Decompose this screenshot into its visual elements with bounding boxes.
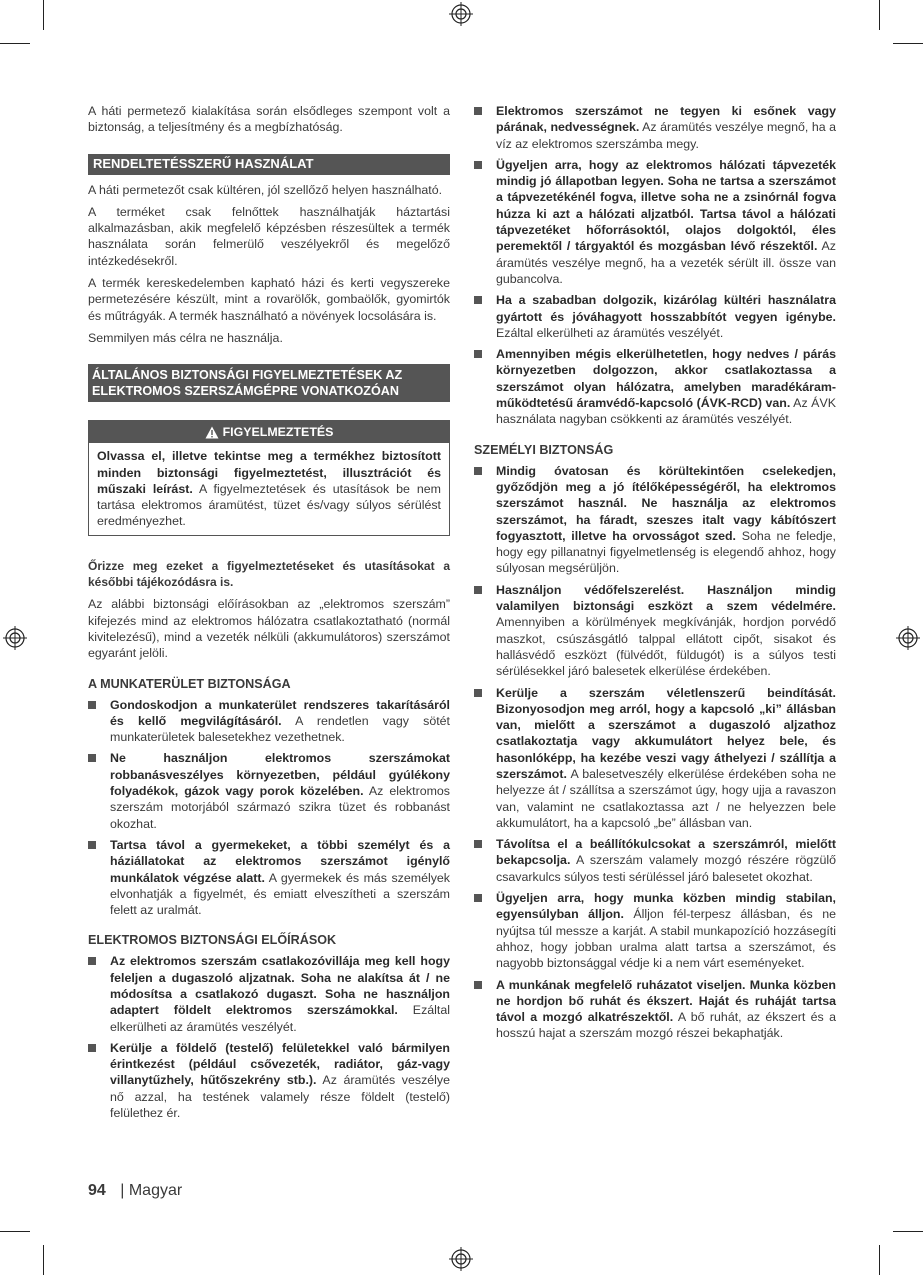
list-item	[474, 977, 836, 1042]
list-item-bold: A munkának megfelelő ruházatot viseljen. Munka közben ne hordjon bő ruhát és ékszert. Haját és ruháját tartsa távol a mozgó alkatrészektől.	[496, 977, 836, 1025]
list-item-text: A rendetlen vagy sötét munkaterületek balesetekhez vezethetnek.	[110, 713, 450, 745]
usage-paragraph: A háti permetezőt csak kültéren, jól szellőző helyen használható.	[88, 182, 443, 197]
list-item	[474, 292, 836, 341]
list-item-text: Soha ne feledje, hogy egy pillanatnyi figyelmetlenség is elegendő ahhoz, hogy súlyosan megsérüljön.	[496, 528, 837, 576]
bullet-square-icon	[474, 840, 482, 848]
list-item	[88, 953, 450, 1034]
bullet-square-icon	[474, 161, 482, 169]
bullet-square-icon	[88, 701, 96, 709]
list-item	[474, 157, 836, 287]
crop-mark	[879, 0, 880, 30]
list-item-text: Az ÁVK használata nagyban csökkenti az áramütés veszélyét.	[496, 396, 836, 427]
list-item-text: Az elektromos szerszám motorjából származó szikra tüzet és robbanást okozhat.	[110, 784, 450, 831]
list-item-text: Álljon fél-terpesz állásban, és ne nyújtsa túl messze a karját. A stabil munkapozíció hozzásegíti ahhoz, hogy jobban uralma alatt tartsa a szerszámot, és nagyobb biztonsággal védje ki a nem várt eseményeket.	[496, 907, 836, 971]
bullet-square-icon	[474, 107, 482, 115]
list-item-bold: Amennyiben mégis elkerülhetetlen, hogy nedves / párás környezetben dolgozzon, akkor csatlakoztassa a szerszámot olyan hálózatra, amelyben maradékáram-működtetésű áramvédő-kapcsoló (ÁVK-RCD) van.	[496, 347, 836, 411]
list-item-text: Az áramütés veszélye megnő, ha a vezeték sérült ill. össze van gubancolva.	[496, 239, 837, 286]
left-column	[88, 103, 450, 1126]
crop-mark	[893, 43, 923, 44]
list-item-text: A balesetveszély elkerülése érdekében soha ne helyezze át / szállítsa a szerszámot úgy, hogy ujja a ravaszon van, valamint ne csatlakoztassa azt / ne helyezzen bele akkumulátort, ha a kapcsoló „be” állásban van.	[496, 766, 836, 830]
warning-triangle-icon	[205, 426, 219, 439]
warning-title: FIGYELMEZTETÉS	[222, 425, 334, 440]
list-item-bold: Ne használjon elektromos szerszámokat robbanásveszélyes környezetben, például gyúlékony folyadékok, gázok vagy porok közelében.	[110, 751, 450, 799]
crop-mark	[893, 1231, 923, 1232]
list-item	[474, 103, 836, 152]
list-item	[474, 582, 836, 680]
usage-paragraph: Semmilyen más célra ne használja.	[88, 330, 283, 345]
list-item-bold: Mindig óvatosan és körültekintően cselekedjen, győződjön meg a jó ítélőképességéről, ha elektromos szerszámot használ. Ne használja az elektromos szerszámot, ha fáradt, szeszes italt vagy kábítószert fogyasztott, illetve ha orvosságot szed.	[496, 463, 836, 543]
list-item-bold: Elektromos szerszámot ne tegyen ki esőnek vagy párának, nedvességnek.	[496, 104, 836, 135]
subheading-electrical-safety: ELEKTROMOS BIZTONSÁGI ELŐÍRÁSOK	[88, 933, 337, 948]
intro-paragraph: A háti permetező kialakítása során elsődleges szempont volt a biztonság, a teljesítmény és a megbízhatóság.	[88, 104, 450, 135]
warning-box	[88, 420, 450, 535]
list-item	[88, 750, 450, 831]
list-item	[474, 685, 836, 832]
subheading-personal-safety: SZEMÉLYI BIZTONSÁG	[474, 442, 614, 457]
crop-mark	[0, 43, 30, 44]
page-footer	[88, 1182, 182, 1200]
subheading-work-area: A MUNKATERÜLET BIZTONSÁGA	[88, 676, 291, 691]
bullet-square-icon	[474, 350, 482, 358]
list-item	[88, 1040, 450, 1121]
crop-mark	[43, 0, 44, 30]
warning-bold-text: Olvassa el, illetve tekintse meg a termékhez biztosított minden biztonsági figyelmeztetést, illusztrációt és műszaki leírást.	[97, 449, 441, 496]
electrical-safety-list-continued	[474, 103, 836, 428]
registration-mark-icon	[449, 2, 473, 26]
list-item-bold: Tartsa távol a gyermekeket, a többi személyt és a háziállatokat az elektromos szerszámot igénylő munkálatok végzése alatt.	[110, 837, 450, 885]
bullet-square-icon	[474, 467, 482, 475]
list-item-bold: Kerülje a szerszám véletlenszerű beindítását. Bizonyosodjon meg arról, hogy a kapcsoló „ki” állásban van, mielőtt a szerszámot a dugaszoló aljzathoz csatlakoztatja vagy akkumulátort helyez bele, és hasonlóképp, ha kezébe veszi vagy áthelyezi / szállítja a szerszámot.	[496, 685, 836, 781]
crop-mark	[43, 1245, 44, 1275]
list-item-text: Az áramütés veszélye megnő, ha a víz az elektromos szerszámba megy.	[496, 120, 836, 151]
list-item-text: Az áramütés veszélye nő azzal, ha testének valamely része földelt (testelő) felülethez ér.	[110, 1073, 450, 1121]
list-item	[474, 890, 836, 971]
bullet-square-icon	[474, 981, 482, 989]
list-item-text: Ezáltal elkerülheti az áramütés veszélyét.	[496, 325, 724, 340]
list-item-text: Ezáltal elkerülheti az áramütés veszélyét.	[110, 1003, 450, 1034]
list-item	[474, 346, 836, 427]
bullet-square-icon	[88, 754, 96, 762]
list-item	[474, 463, 836, 577]
keep-instructions-note: Őrizze meg ezeket a figyelmeztetéseket és utasításokat a későbbi tájékozódásra is.	[88, 558, 450, 590]
crop-mark	[879, 1245, 880, 1275]
footer-language: | Magyar	[120, 1182, 183, 1199]
registration-mark-icon	[896, 626, 920, 650]
registration-mark-icon	[449, 1247, 473, 1271]
bullet-square-icon	[474, 689, 482, 697]
warning-header	[89, 421, 449, 443]
bullet-square-icon	[88, 957, 96, 965]
bullet-square-icon	[88, 841, 96, 849]
page-number: 94	[88, 1182, 106, 1199]
registration-mark-icon	[3, 626, 27, 650]
list-item-bold: Az elektromos szerszám csatlakozóvillája meg kell hogy feleljen a dugaszoló aljzatnak. Soha ne alakítsa át / ne módosítsa a csatlakozó dugaszt. Soha ne használjon adaptert földelt elektromos szerszámokkal.	[110, 954, 450, 1018]
electrical-safety-list	[88, 953, 450, 1121]
list-item	[88, 837, 450, 918]
list-item-text: Amennyiben a körülmények megkívánják, hordjon porvédő maszkot, csúszásgátló talppal ellátott cipőt, sisakot és hallásvédő eszközt (fülvédőt, füldugót) is a súlyos testi sérülésekkel járó balesetek elkerülése érdekében.	[496, 615, 836, 679]
personal-safety-list	[474, 463, 836, 1042]
warning-body	[89, 443, 449, 534]
list-item-bold: Ügyeljen arra, hogy az elektromos hálózati tápvezeték mindig jó állapotban legyen. Soha ne tartsa a szerszámot a tápvezetékénél fogva, illetve soha ne a zsinórnál fogva húzza ki azt a hálózati aljzatból. Tartsa távol a hálózati tápvezetéket hőforrásoktól, olajos dolgoktól, éles peremektől / tárgyaktól és mozgásban lévő részektől.	[496, 157, 836, 254]
section-heading-general-safety: ÁLTALÁNOS BIZTONSÁGI FIGYELMEZTETÉSEK AZ ELEKTROMOS SZERSZÁMGÉPRE VONATKOZÓAN	[88, 364, 450, 402]
work-area-list	[88, 697, 450, 919]
crop-mark	[0, 1231, 30, 1232]
bullet-square-icon	[474, 586, 482, 594]
term-definition-paragraph: Az alábbi biztonsági előírásokban az „elektromos szerszám” kifejezés mind az elektromos hálózatra csatlakoztatható (normál kivitelezésű), mind a vezeték nélküli (akkumulátoros) szerszámot egyaránt jelöli.	[88, 597, 450, 661]
bullet-square-icon	[88, 1044, 96, 1052]
list-item-bold: Ha a szabadban dolgozik, kizárólag kültéri használatra gyártott és jóváhagyott hosszabbítót vegyen igénybe.	[496, 293, 836, 324]
list-item-bold: Használjon védőfelszerelést. Használjon mindig valamilyen biztonsági eszközt a szem védelmére.	[496, 582, 836, 614]
section-heading-intended-use: RENDELTETÉSSZERŰ HASZNÁLAT	[88, 154, 450, 175]
list-item-text: A gyermekek és más személyek elvonhatják a figyelmét, és emiatt elveszítheti a szerszám felett az uralmát.	[110, 870, 450, 918]
list-item-bold: Kerülje a földelő (testelő) felületekkel való bármilyen érintkezést (például csővezeték, radiátor, gáz-vagy villanytűzhely, hűtőszekrény stb.).	[110, 1040, 450, 1088]
usage-paragraph: A terméket csak felnőttek használhatják háztartási alkalmazásban, akik megfelelő képzésben részesültek a termék használata során felmerülő veszélyekről és megelőző intézkedésekről.	[88, 204, 450, 268]
list-item-bold: Gondoskodjon a munkaterület rendszeres takarításáról és kellő megvilágításáról.	[110, 697, 450, 728]
list-item-text: A szerszám valamely mozgó részére rögzülő csavarkulcs súlyos testi sérüléssel járó balesetet okozhat.	[496, 853, 836, 884]
list-item-bold: Ügyeljen arra, hogy munka közben mindig stabilan, egyensúlyban álljon.	[496, 891, 836, 922]
list-item-text: A bő ruhát, az ékszert és a hosszú hajat a szerszám mozgó részei bekaphatják.	[496, 1010, 836, 1041]
list-item	[474, 836, 836, 885]
bullet-square-icon	[474, 894, 482, 902]
usage-paragraph: A termék kereskedelemben kapható házi és kerti vegyszereke permetezésére készült, mint a rovarölők, gombaölők, gyomirtók és műtrágyák. A termék használható a növények locsolására is.	[88, 276, 450, 323]
bullet-square-icon	[474, 296, 482, 304]
list-item-bold: Távolítsa el a beállítókulcsokat a szerszámról, mielőtt bekapcsolja.	[496, 837, 836, 868]
list-item	[88, 697, 450, 746]
warning-text: A figyelmeztetések és utasítások be nem tartása elektromos áramütést, tüzet és/vagy súlyos sérülést eredményezhet.	[97, 481, 441, 529]
right-column	[474, 103, 836, 1047]
